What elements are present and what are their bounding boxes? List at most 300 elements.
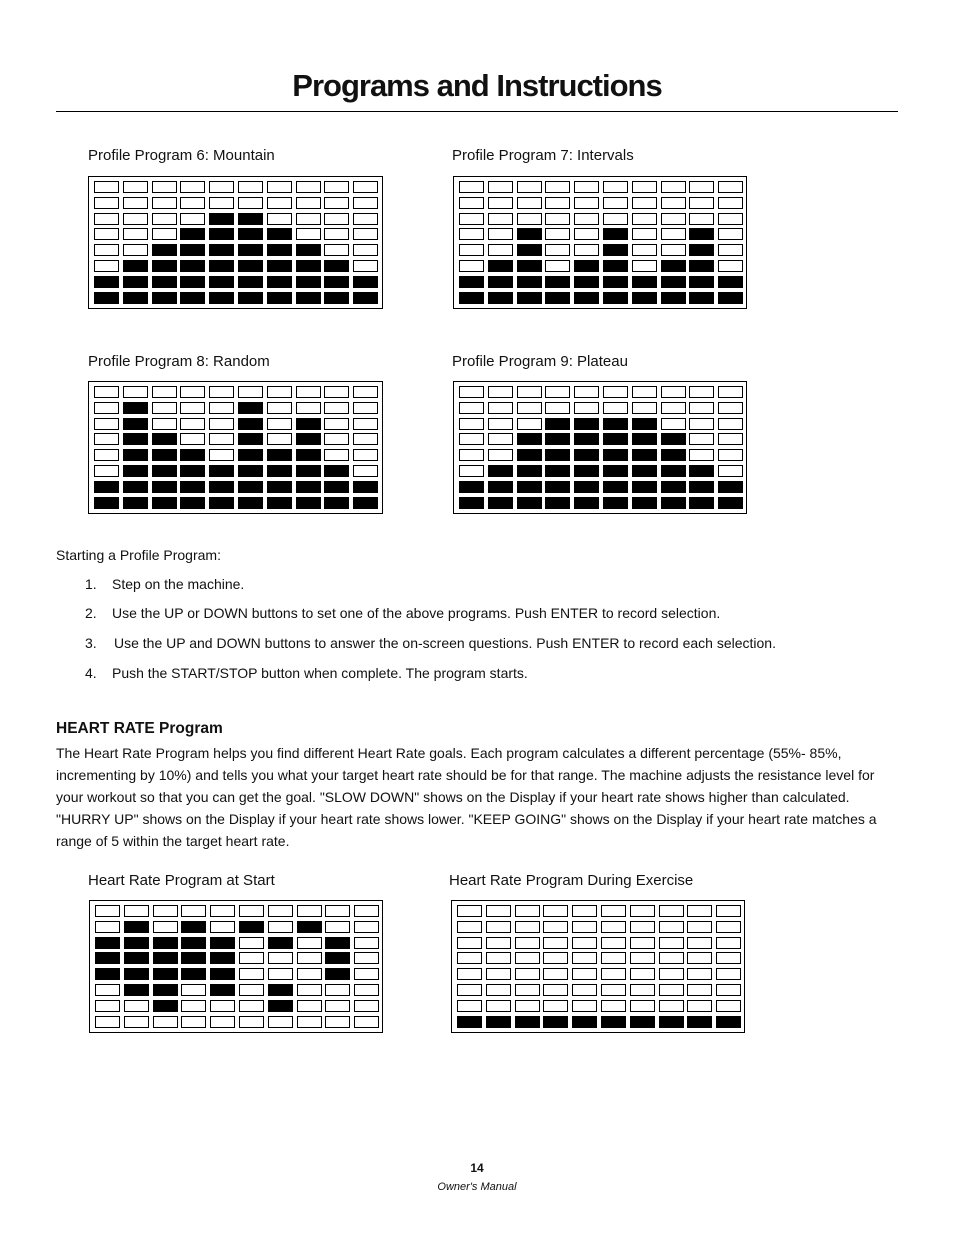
led-cell	[152, 402, 177, 414]
led-cell-lit	[238, 260, 263, 272]
led-cell	[488, 213, 513, 225]
led-cell	[517, 181, 542, 193]
led-cell	[459, 418, 484, 430]
led-cell	[457, 968, 482, 980]
led-cell	[601, 952, 626, 964]
led-cell	[488, 181, 513, 193]
step-number: 3.	[85, 635, 97, 651]
led-cell-lit	[267, 228, 292, 240]
led-cell-lit	[268, 984, 293, 996]
led-cell	[486, 1000, 511, 1012]
led-cell	[354, 1016, 379, 1028]
led-cell-lit	[180, 449, 205, 461]
led-cell	[180, 213, 205, 225]
led-cell	[180, 433, 205, 445]
profile-8-caption: Profile Program 8: Random	[88, 353, 270, 370]
led-cell	[267, 402, 292, 414]
led-cell-lit	[574, 260, 599, 272]
led-cell	[545, 228, 570, 240]
led-cell	[630, 968, 655, 980]
led-cell	[603, 402, 628, 414]
led-cell-lit	[459, 292, 484, 304]
led-cell	[94, 213, 119, 225]
led-cell-lit	[238, 213, 263, 225]
led-cell	[601, 1000, 626, 1012]
led-cell	[353, 386, 378, 398]
led-cell-lit	[689, 228, 714, 240]
led-cell	[94, 465, 119, 477]
led-cell-lit	[661, 465, 686, 477]
led-cell	[152, 213, 177, 225]
led-cell-lit	[545, 449, 570, 461]
led-cell-lit	[718, 276, 743, 288]
led-cell-lit	[324, 497, 349, 509]
led-cell	[354, 905, 379, 917]
led-cell	[574, 213, 599, 225]
led-cell	[543, 921, 568, 933]
led-cell-lit	[601, 1016, 626, 1028]
led-cell-lit	[267, 276, 292, 288]
led-cell	[353, 228, 378, 240]
led-cell-lit	[718, 481, 743, 493]
led-cell	[718, 213, 743, 225]
led-cell	[661, 213, 686, 225]
led-cell-lit	[488, 481, 513, 493]
led-cell	[632, 244, 657, 256]
led-cell-lit	[296, 292, 321, 304]
led-cell	[572, 937, 597, 949]
step-number: 2.	[85, 605, 97, 621]
led-cell-lit	[324, 465, 349, 477]
led-cell	[718, 465, 743, 477]
led-cell	[515, 952, 540, 964]
led-cell	[632, 213, 657, 225]
led-cell	[545, 197, 570, 209]
led-cell-lit	[574, 497, 599, 509]
led-cell	[603, 213, 628, 225]
led-cell-lit	[153, 968, 178, 980]
led-cell	[94, 449, 119, 461]
led-cell-lit	[545, 292, 570, 304]
led-cell	[603, 181, 628, 193]
led-cell	[488, 449, 513, 461]
led-cell	[488, 228, 513, 240]
led-cell-lit	[632, 418, 657, 430]
led-cell-lit	[687, 1016, 712, 1028]
led-cell-lit	[296, 418, 321, 430]
led-cell	[515, 1000, 540, 1012]
led-cell-lit	[238, 228, 263, 240]
led-cell-lit	[574, 465, 599, 477]
led-cell-lit	[517, 433, 542, 445]
led-cell-lit	[94, 276, 119, 288]
led-cell-lit	[123, 497, 148, 509]
led-cell-lit	[238, 481, 263, 493]
led-cell-lit	[124, 984, 149, 996]
led-cell	[324, 386, 349, 398]
led-cell	[325, 1000, 350, 1012]
led-cell-lit	[353, 276, 378, 288]
led-cell	[517, 386, 542, 398]
led-cell-lit	[152, 449, 177, 461]
led-cell	[574, 386, 599, 398]
led-cell-lit	[210, 937, 235, 949]
led-cell-lit	[123, 276, 148, 288]
led-cell	[268, 1016, 293, 1028]
led-cell-lit	[94, 292, 119, 304]
led-cell-lit	[152, 260, 177, 272]
led-cell	[209, 197, 234, 209]
led-cell	[687, 937, 712, 949]
led-cell	[324, 418, 349, 430]
led-cell-lit	[153, 984, 178, 996]
led-cell-lit	[353, 292, 378, 304]
led-cell-lit	[238, 292, 263, 304]
led-cell-lit	[632, 276, 657, 288]
led-cell	[297, 984, 322, 996]
led-cell	[354, 952, 379, 964]
led-cell	[545, 244, 570, 256]
led-cell-lit	[296, 260, 321, 272]
led-cell-lit	[268, 937, 293, 949]
led-cell	[659, 1000, 684, 1012]
hr-start-grid	[89, 900, 383, 1033]
led-cell-lit	[152, 244, 177, 256]
led-cell	[661, 197, 686, 209]
led-cell	[181, 1000, 206, 1012]
led-cell	[486, 984, 511, 996]
led-cell-lit	[545, 276, 570, 288]
led-cell	[267, 213, 292, 225]
led-cell-lit	[267, 260, 292, 272]
led-cell	[180, 181, 205, 193]
led-cell	[353, 402, 378, 414]
led-cell-lit	[603, 481, 628, 493]
led-cell-lit	[661, 497, 686, 509]
led-cell	[123, 228, 148, 240]
led-cell	[95, 1016, 120, 1028]
led-cell-lit	[238, 244, 263, 256]
hr-exercise-grid	[451, 900, 745, 1033]
led-cell	[459, 213, 484, 225]
led-cell	[94, 260, 119, 272]
step-text: Use the UP or DOWN buttons to set one of the above programs. Push ENTER to record selection.	[112, 605, 721, 621]
led-cell	[687, 968, 712, 980]
led-cell	[325, 1016, 350, 1028]
led-cell	[297, 968, 322, 980]
page-number: 14	[470, 1161, 484, 1175]
led-cell	[632, 260, 657, 272]
led-cell	[324, 402, 349, 414]
led-cell	[152, 197, 177, 209]
led-cell-lit	[515, 1016, 540, 1028]
led-cell	[716, 968, 741, 980]
led-cell	[354, 968, 379, 980]
led-cell-lit	[267, 449, 292, 461]
led-cell-lit	[517, 449, 542, 461]
led-cell-lit	[180, 481, 205, 493]
led-cell-lit	[488, 465, 513, 477]
led-cell	[325, 984, 350, 996]
led-cell-lit	[457, 1016, 482, 1028]
led-cell-lit	[124, 952, 149, 964]
led-cell-lit	[238, 402, 263, 414]
led-cell-lit	[124, 921, 149, 933]
led-cell	[689, 433, 714, 445]
led-cell-lit	[324, 292, 349, 304]
led-cell-lit	[689, 244, 714, 256]
led-cell-lit	[574, 449, 599, 461]
led-cell-lit	[603, 418, 628, 430]
led-cell	[486, 952, 511, 964]
profile-9-caption: Profile Program 9: Plateau	[452, 353, 628, 370]
led-cell	[181, 905, 206, 917]
led-cell	[353, 213, 378, 225]
led-cell	[718, 418, 743, 430]
led-cell	[603, 386, 628, 398]
led-cell-lit	[210, 952, 235, 964]
led-cell	[632, 402, 657, 414]
led-cell-lit	[488, 276, 513, 288]
led-cell	[268, 952, 293, 964]
led-cell	[630, 952, 655, 964]
led-cell	[353, 181, 378, 193]
led-cell	[353, 260, 378, 272]
led-cell	[572, 1000, 597, 1012]
led-cell-lit	[574, 418, 599, 430]
led-cell-lit	[353, 481, 378, 493]
led-cell-lit	[632, 292, 657, 304]
led-cell-lit	[210, 968, 235, 980]
led-cell	[238, 181, 263, 193]
led-cell	[601, 905, 626, 917]
led-cell-lit	[459, 481, 484, 493]
led-cell	[659, 968, 684, 980]
led-cell	[574, 197, 599, 209]
led-cell	[94, 386, 119, 398]
led-cell	[459, 433, 484, 445]
led-cell	[689, 418, 714, 430]
led-cell-lit	[545, 418, 570, 430]
led-cell	[123, 197, 148, 209]
led-cell	[267, 386, 292, 398]
led-cell	[324, 197, 349, 209]
led-cell-lit	[210, 984, 235, 996]
led-cell	[718, 402, 743, 414]
led-cell	[630, 984, 655, 996]
led-cell	[545, 213, 570, 225]
led-cell	[459, 465, 484, 477]
led-cell-lit	[517, 244, 542, 256]
led-cell	[517, 213, 542, 225]
led-cell	[297, 905, 322, 917]
led-cell-lit	[661, 292, 686, 304]
led-cell	[687, 905, 712, 917]
led-cell-lit	[94, 481, 119, 493]
profile-9-grid	[453, 381, 747, 514]
led-cell-lit	[488, 292, 513, 304]
led-cell	[661, 386, 686, 398]
led-cell	[545, 181, 570, 193]
led-cell-lit	[517, 228, 542, 240]
led-cell	[209, 402, 234, 414]
led-cell-lit	[296, 481, 321, 493]
led-cell-lit	[181, 968, 206, 980]
led-cell-lit	[238, 276, 263, 288]
led-cell-lit	[632, 465, 657, 477]
led-cell-lit	[123, 465, 148, 477]
led-cell	[297, 952, 322, 964]
led-cell-lit	[180, 244, 205, 256]
led-cell	[572, 968, 597, 980]
led-cell-lit	[353, 497, 378, 509]
led-cell-lit	[661, 433, 686, 445]
led-cell-lit	[238, 465, 263, 477]
led-cell	[659, 952, 684, 964]
led-cell	[718, 181, 743, 193]
led-cell	[659, 937, 684, 949]
led-cell-lit	[545, 433, 570, 445]
led-cell	[630, 921, 655, 933]
led-cell	[324, 213, 349, 225]
led-cell-lit	[238, 449, 263, 461]
led-cell-lit	[716, 1016, 741, 1028]
led-cell-lit	[124, 937, 149, 949]
led-cell-lit	[209, 465, 234, 477]
led-cell	[152, 181, 177, 193]
led-cell	[486, 921, 511, 933]
led-cell	[486, 968, 511, 980]
hr-start-caption: Heart Rate Program at Start	[88, 872, 275, 889]
led-cell-lit	[95, 937, 120, 949]
led-cell	[238, 386, 263, 398]
led-cell-lit	[296, 276, 321, 288]
led-cell-lit	[603, 449, 628, 461]
led-cell-lit	[689, 260, 714, 272]
led-cell-lit	[181, 921, 206, 933]
led-cell	[180, 402, 205, 414]
led-cell	[572, 921, 597, 933]
led-cell-lit	[238, 433, 263, 445]
led-cell-lit	[630, 1016, 655, 1028]
led-cell-lit	[95, 952, 120, 964]
led-cell	[603, 197, 628, 209]
led-cell	[543, 952, 568, 964]
led-cell-lit	[209, 244, 234, 256]
led-cell	[543, 968, 568, 980]
starting-intro: Starting a Profile Program:	[56, 547, 221, 563]
led-cell	[661, 244, 686, 256]
led-cell	[716, 905, 741, 917]
led-cell	[153, 1016, 178, 1028]
led-cell	[718, 244, 743, 256]
led-cell-lit	[296, 449, 321, 461]
led-cell-lit	[517, 465, 542, 477]
led-cell	[94, 244, 119, 256]
led-cell-lit	[517, 481, 542, 493]
led-cell	[325, 921, 350, 933]
led-cell	[486, 937, 511, 949]
led-cell-lit	[603, 244, 628, 256]
led-cell	[324, 244, 349, 256]
led-cell-lit	[296, 244, 321, 256]
led-cell	[94, 197, 119, 209]
led-cell	[601, 921, 626, 933]
led-cell	[517, 402, 542, 414]
led-cell-lit	[689, 481, 714, 493]
led-cell-lit	[545, 497, 570, 509]
led-cell	[296, 386, 321, 398]
led-cell-lit	[296, 497, 321, 509]
led-cell-lit	[603, 260, 628, 272]
led-cell-lit	[238, 418, 263, 430]
footer-label: Owner's Manual	[437, 1181, 517, 1193]
led-cell	[353, 433, 378, 445]
led-cell	[267, 433, 292, 445]
led-cell	[181, 1016, 206, 1028]
led-cell	[687, 921, 712, 933]
led-cell-lit	[181, 952, 206, 964]
led-cell	[296, 228, 321, 240]
profile-8-grid	[88, 381, 383, 514]
led-cell	[209, 418, 234, 430]
step-text: Step on the machine.	[112, 576, 245, 592]
led-cell	[180, 197, 205, 209]
led-cell	[545, 386, 570, 398]
led-cell	[632, 181, 657, 193]
led-cell	[325, 905, 350, 917]
led-cell	[354, 937, 379, 949]
led-cell-lit	[459, 497, 484, 509]
led-cell	[659, 984, 684, 996]
led-cell	[574, 228, 599, 240]
led-cell	[574, 402, 599, 414]
led-cell	[209, 386, 234, 398]
led-cell	[716, 921, 741, 933]
led-cell	[354, 921, 379, 933]
led-cell	[239, 1000, 264, 1012]
led-cell	[353, 244, 378, 256]
step-text: Use the UP and DOWN buttons to answer the on-screen questions. Push ENTER to record each selection.	[114, 635, 776, 651]
led-cell	[153, 905, 178, 917]
led-cell	[209, 449, 234, 461]
led-cell	[545, 260, 570, 272]
led-cell	[152, 418, 177, 430]
led-cell-lit	[517, 292, 542, 304]
led-cell	[515, 984, 540, 996]
page-title: Programs and Instructions	[292, 68, 662, 103]
led-cell-lit	[325, 937, 350, 949]
led-cell-lit	[180, 260, 205, 272]
led-cell-lit	[603, 292, 628, 304]
led-cell	[353, 449, 378, 461]
led-cell-lit	[268, 1000, 293, 1012]
step-3	[85, 635, 905, 655]
led-cell	[296, 402, 321, 414]
led-cell-lit	[152, 481, 177, 493]
led-cell	[718, 197, 743, 209]
led-cell	[659, 905, 684, 917]
led-cell-lit	[152, 497, 177, 509]
led-cell	[689, 402, 714, 414]
step-text: Push the START/STOP button when complete. The program starts.	[112, 665, 528, 681]
led-cell-lit	[209, 481, 234, 493]
led-cell	[488, 433, 513, 445]
led-cell	[486, 905, 511, 917]
led-cell-lit	[661, 449, 686, 461]
led-cell-lit	[603, 433, 628, 445]
led-cell	[488, 197, 513, 209]
